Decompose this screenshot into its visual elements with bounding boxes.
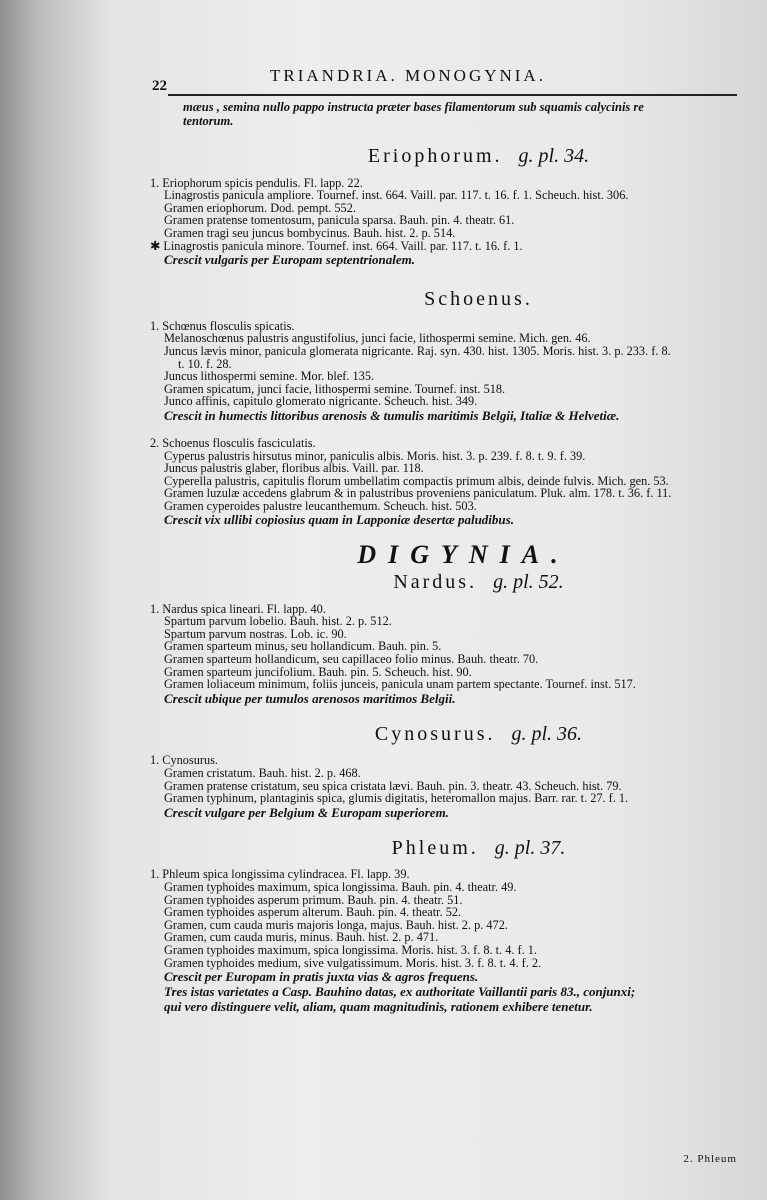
habitat-line: Crescit vulgare per Belgium & Europam superiorem. xyxy=(164,804,449,820)
genus-ref: g. pl. 37. xyxy=(494,836,566,859)
species-line: 2. Schoenus flosculis fasciculatis. xyxy=(150,435,316,450)
synonym-line: Melanoschœnus palustris angustifolius, junci facie, lithospermi semine. Mich. gen. 46. xyxy=(164,331,591,346)
genus-heading-cynosurus xyxy=(210,722,747,745)
genus-heading-schoenus xyxy=(210,288,747,311)
genus-ref: g. pl. 36. xyxy=(511,722,583,745)
genus-heading-phleum xyxy=(210,836,747,859)
synonym-line: Gramen typhoides maximum, spica longissima. Moris. hist. 3. f. 8. t. 4. f. 1. xyxy=(164,942,537,957)
synonym-line: Juncus lithospermi semine. Mor. blef. 135. xyxy=(164,369,375,384)
genus-ref: g. pl. 52. xyxy=(493,571,564,594)
header-rule xyxy=(168,94,737,96)
synonym-line: Gramen tragi seu juncus bombycinus. Bauh. hist. 2. p. 514. xyxy=(164,225,456,240)
synonym-line: Gramen sparteum juncifolium. Bauh. pin. 5. Scheuch. hist. 90. xyxy=(164,664,472,679)
species-entry xyxy=(150,320,747,423)
habitat-line: Crescit in humectis littoribus arenosis & tumulis maritimis Belgii, Italiæ & Helvetiæ. xyxy=(164,407,620,423)
genus-title: Schoenus. xyxy=(424,288,533,311)
synonym-line: Gramen spicatum, junci facie, lithospermi semine. Tournef. inst. 518. xyxy=(164,381,506,396)
genus-heading-nardus xyxy=(210,571,747,594)
synonym-line: Cyperella palustris, capitulis florum umbellatim compactis primum albis, deinde fulvis. Mich. gen. 53. xyxy=(164,473,669,488)
page-content xyxy=(150,100,747,1014)
running-head: TRIANDRIA. MONOGYNIA. xyxy=(270,66,546,85)
catchword: 2. Phleum xyxy=(683,1153,737,1165)
synonym-line: Gramen loliaceum minimum, foliis junceis, panicula unam partem spectante. Tournef. inst. 517. xyxy=(164,677,636,692)
note-line: Tres istas varietates a Casp. Bauhino datas, ex authoritate Vaillantii paris 83., conjunxi; xyxy=(164,984,636,1000)
synonym-line: Gramen pratense tomentosum, panicula sparsa. Bauh. pin. 4. theatr. 61. xyxy=(164,213,515,228)
note-line: qui vero distinguere velit, aliam, quam magnitudinis, rationem exhibere tenetur. xyxy=(164,999,593,1015)
synonym-line: Gramen luzulæ accedens glabrum & in palustribus proveniens paniculatum. Pluk. alm. 178. t. 36. f. 11. xyxy=(164,486,672,501)
continuation-line: tentorum. xyxy=(183,114,234,128)
synonym-line: Gramen cristatum. Bauh. hist. 2. p. 468. xyxy=(164,766,361,780)
synonym-line: Spartum parvum lobelio. Bauh. hist. 2. p. 512. xyxy=(164,614,392,629)
synonym-line: Gramen cyperoides palustre leucanthemum. Scheuch. hist. 503. xyxy=(164,498,477,513)
synonym-line: Gramen typhoides asperum primum. Bauh. pin. 4. theatr. 51. xyxy=(164,892,463,907)
synonym-line: Gramen typhinum, plantaginis spica, glumis digitatis, heteromallon majus. Barr. rar. t. 27. f. 1. xyxy=(164,791,629,806)
synonym-line: Junco affinis, capitulo glomerato nigricante. Scheuch. hist. 349. xyxy=(164,394,478,409)
synonym-line: Gramen eriophorum. Dod. pempt. 552. xyxy=(164,200,356,215)
habitat-line: Crescit vix ullibi copiosius quam in Lapponiæ desertæ paludibus. xyxy=(164,512,514,528)
genus-title: Cynosurus. xyxy=(374,722,496,745)
species-entry xyxy=(150,437,747,528)
genus-ref: g. pl. 34. xyxy=(518,145,590,167)
habitat-line: Crescit vulgaris per Europam septentrionalem. xyxy=(164,252,415,268)
species-line: 1. Schœnus flosculis spicatis. xyxy=(150,318,295,333)
synonym-line: Gramen typhoides asperum alterum. Bauh. pin. 4. theatr. 52. xyxy=(164,905,462,920)
synonym-line: Spartum parvum nostras. Lob. ic. 90. xyxy=(164,626,347,641)
synonym-line: Gramen typhoides medium, sive vulgatissimum. Moris. hist. 3. f. 8. t. 4. f. 2. xyxy=(164,955,542,970)
genus-heading-eriophorum xyxy=(210,145,747,167)
synonym-line: ✱ Linagrostis panicula minore. Tournef. inst. 664. Vaill. par. 117. t. 16. f. 1. xyxy=(150,238,523,253)
continuation-text xyxy=(183,100,747,128)
species-line: 1. Eriophorum spicis pendulis. Fl. lapp. 22. xyxy=(150,175,363,190)
continuation-line: mæus , semina nullo pappo instructa præter bases filamentorum sub squamis calycinis re xyxy=(183,100,644,114)
species-entry xyxy=(150,603,747,706)
order-heading-digynia: DIGYNIA. xyxy=(357,540,570,570)
species-entry xyxy=(150,177,747,268)
synonym-line: Cyperus palustris hirsutus minor, paniculis albis. Moris. hist. 3. p. 239. f. 8. t. 9. f. 39. xyxy=(164,448,586,463)
species-line: 1. Nardus spica lineari. Fl. lapp. 40. xyxy=(150,601,326,616)
synonym-line: Gramen typhoides maximum, spica longissima. Bauh. pin. 4. theatr. 49. xyxy=(164,879,517,894)
synonym-line: Gramen, cum cauda muris, minus. Bauh. hist. 2. p. 471. xyxy=(164,930,439,945)
synonym-line: Gramen sparteum minus, seu hollandicum. Bauh. pin. 5. xyxy=(164,639,442,654)
species-entry xyxy=(150,754,747,819)
synonym-line: t. 10. f. 28. xyxy=(178,356,232,371)
synonym-line: Gramen sparteum hollandicum, seu capillaceo folio minus. Bauh. theatr. 70. xyxy=(164,652,539,667)
synonym-line: Juncus lævis minor, panicula glomerata nigricante. Raj. syn. 430. hist. 1305. Moris. hist. 3. p. 233. f. 8. xyxy=(164,343,671,358)
synonym-line: Gramen pratense cristatum, seu spica cristata lævi. Bauh. pin. 3. theatr. 43. Scheuch. hist. 79. xyxy=(164,778,622,793)
page-number: 22 xyxy=(152,78,167,94)
genus-title: Phleum. xyxy=(391,836,479,859)
genus-title: Eriophorum. xyxy=(367,145,503,167)
habitat-line: Crescit ubique per tumulos arenosos maritimos Belgii. xyxy=(164,690,456,706)
synonym-line: Juncus palustris glaber, floribus albis. Vaill. par. 118. xyxy=(164,461,424,476)
synonym-line: Gramen, cum cauda muris majoris longa, majus. Bauh. hist. 2. p. 472. xyxy=(164,917,508,932)
genus-title: Nardus. xyxy=(393,571,478,594)
species-line: 1. Phleum spica longissima cylindracea. Fl. lapp. 39. xyxy=(150,867,410,882)
species-entry xyxy=(150,868,747,1014)
habitat-line: Crescit per Europam in pratis juxta vias & agros frequens. xyxy=(164,969,479,985)
synonym-line: Linagrostis panicula ampliore. Tournef. inst. 664. Vaill. par. 117. t. 16. f. 1. Scheuch. hist. 306. xyxy=(164,188,629,203)
species-line: 1. Cynosurus. xyxy=(150,753,218,768)
